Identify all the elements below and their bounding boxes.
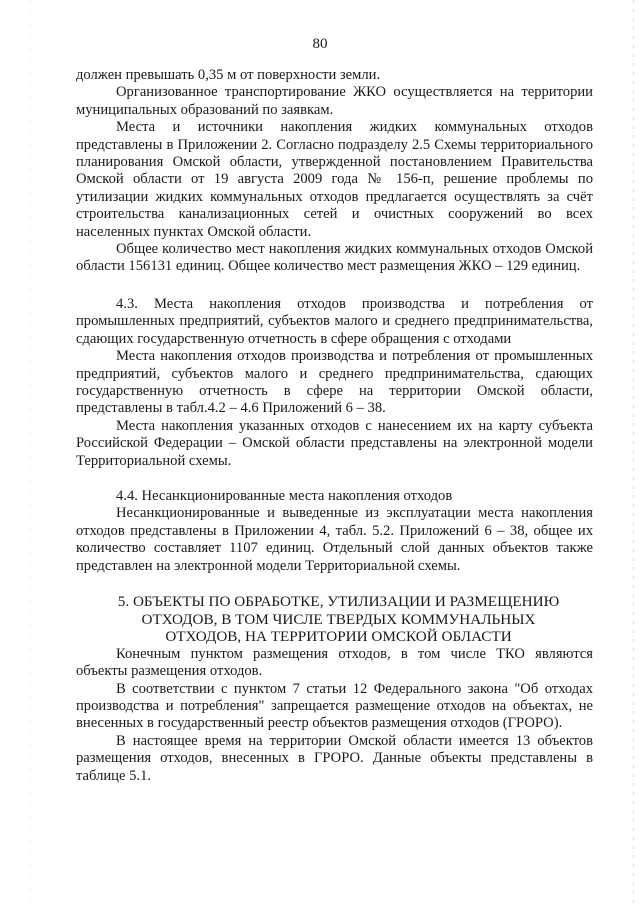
subsection-heading-4-4: 4.4. Несанкционированные места накопления отходов [116,487,453,504]
subsection-heading-4-3: 4.3. Места накопления отходов производства и потребления от промышленных предприятий, субъектов малого и среднего предпринимательства, сдающих государственную отчетность в сфере обращения с отходами [76,295,593,347]
scan-edge-left [30,0,31,905]
paragraph-accumulation-sites: Места накопления отходов производства и потребления от промышленных предприятий, субъектов малого и среднего предпринимательства, сдающих государственную отчетность в сфере на территории Омской области, представлены в табл.4.2 – 4.6 Приложений 6 – 38. [76,348,593,417]
section-heading-line: ОТХОДОВ, В ТОМ ЧИСЛЕ ТВЕРДЫХ КОММУНАЛЬНЫХ [141,610,536,628]
paragraph-liquid-waste-count: Общее количество мест накопления жидких коммунальных отходов Омской области 156131 единиц. Общее количество мест размещения ЖКО – 129 единиц. [76,241,593,275]
section-heading-line: 5. ОБЪЕКТЫ ПО ОБРАБОТКЕ, УТИЛИЗАЦИИ И РАЗМЕЩЕНИЮ [117,592,560,610]
section-heading-line: ОТХОДОВ, НА ТЕРРИТОРИИ ОМСКОЙ ОБЛАСТИ [165,628,512,646]
paragraph-liquid-waste-sources: Места и источники накопления жидких коммунальных отходов представлены в Приложении 2. Согласно подразделу 2.5 Схемы территориального планирования Омской области, утвержденной постановлением Правительства Омской области от 19 августа 2009 года № 156-п, решение проблемы по утилизации жидких коммунальных отходов предлагается осуществлять за счёт строительства канализационных сетей и очистных сооружений во всех населенных пунктах Омской области. [76,119,593,240]
paragraph-accumulation-map: Места накопления указанных отходов с нанесением их на карту субъекта Российской Федерации – Омской области представлены на электронной модели Территориальной схемы. [76,417,593,469]
paragraph-groro-objects: В настоящее время на территории Омской области имеется 13 объектов размещения отходов, внесенных в ГРОРО. Данные объекты представлены в таблице 5.1. [76,732,593,784]
paragraph-transport: Организованное транспортирование ЖКО осуществляется на территории муниципальных образований по заявкам. [76,84,593,118]
paragraph-final-disposal: Конечным пунктом размещения отходов, в том числе ТКО являются объекты размещения отходов. [76,645,593,680]
document-body [76,67,593,785]
paragraph-federal-law: В соответствии с пунктом 7 статьи 12 Федерального закона "Об отходах производства и потребления" запрещается размещение отходов на объектах, не внесенных в государственный реестр объектов размещения отходов (ГРОРО). [76,680,593,732]
scan-edge-right [633,0,634,905]
paragraph-continuation: должен превышать 0,35 м от поверхности земли. [76,67,381,83]
section-heading-5 [76,593,593,646]
paragraph-unauthorized-sites: Несанкционированные и выведенные из эксплуатации места накопления отходов представлены в Приложении 4, табл. 5.2. Приложений 6 – 38, общее их количество составляет 1107 единиц. Отдельный слой данных объектов также представлен на электронной модели Территориальной схемы. [76,505,593,574]
page-number: 80 [312,36,328,52]
